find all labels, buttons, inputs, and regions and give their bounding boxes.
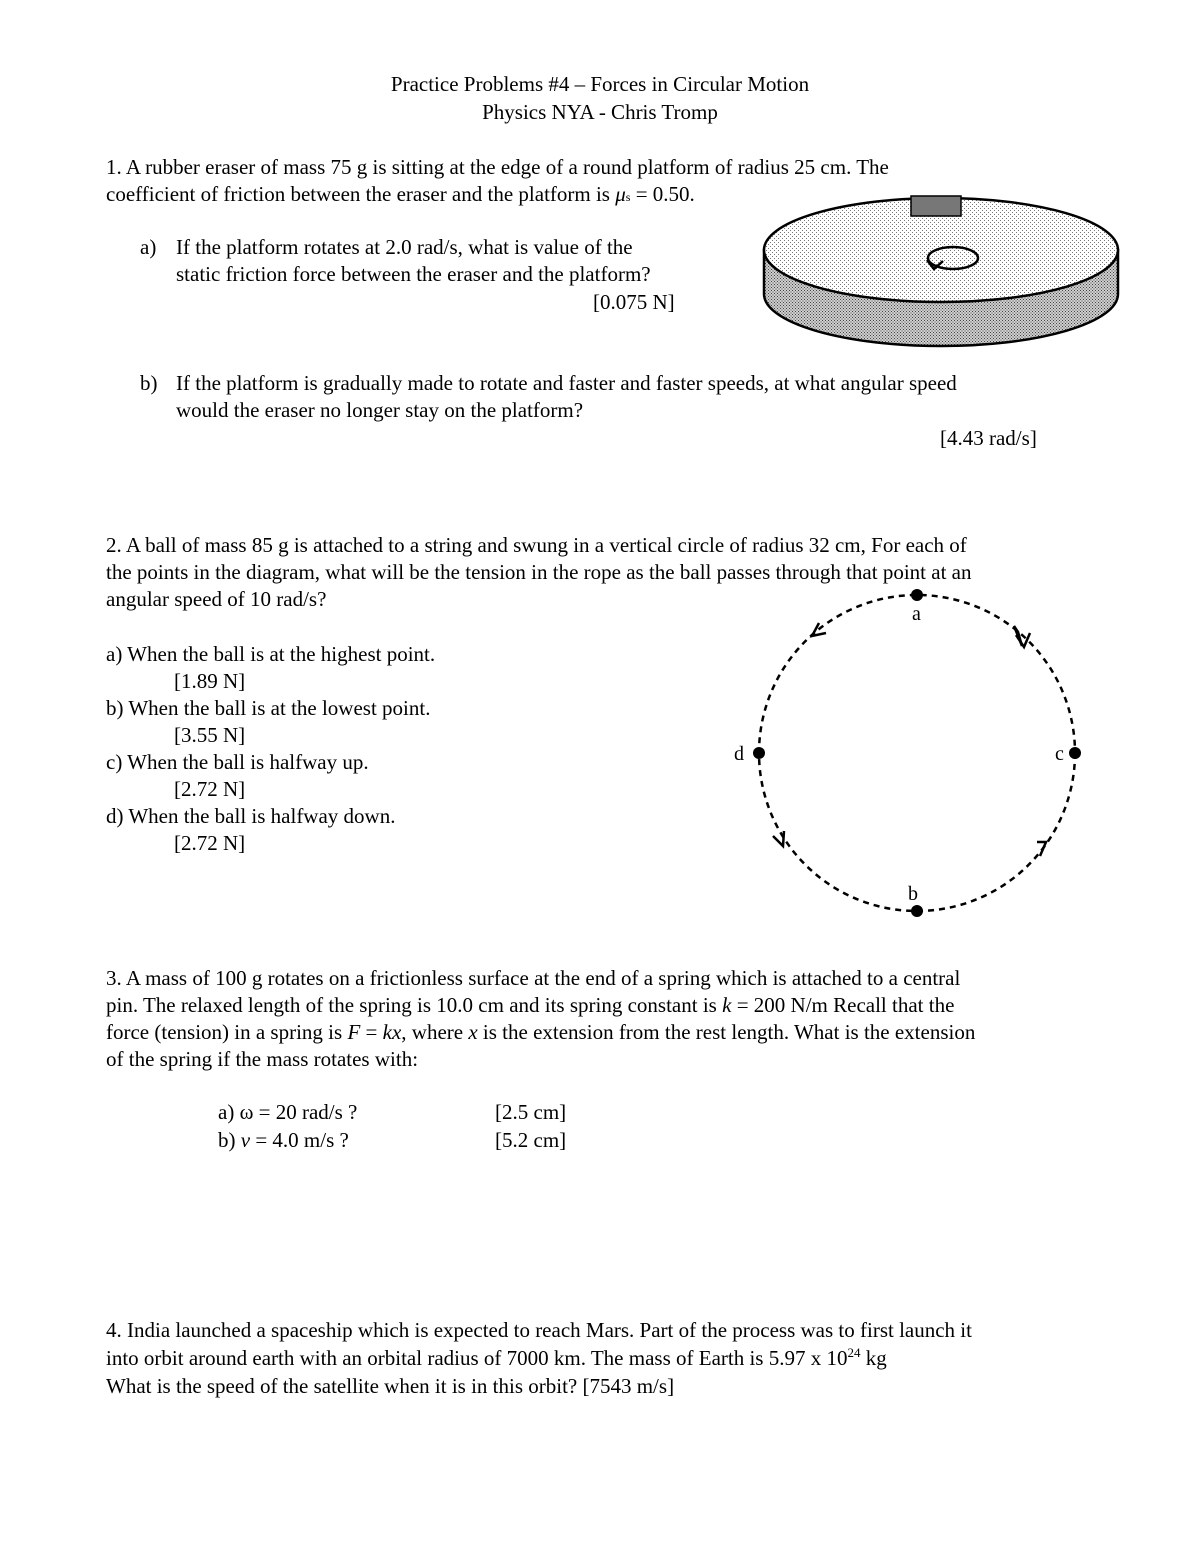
var-kx: kx [382, 1020, 402, 1044]
var-v: v [240, 1128, 251, 1152]
q2a-answer: [1.89 N] [174, 669, 246, 693]
q3b-answer: [5.2 cm] [495, 1128, 567, 1152]
q3b-text [218, 1128, 349, 1152]
q2c-text: c) When the ball is halfway up. [106, 750, 369, 774]
q4-line2-unit: kg [860, 1346, 887, 1370]
exponent: 24 [847, 1345, 861, 1360]
q3-line3 [106, 1020, 975, 1044]
q4-line2 [106, 1346, 887, 1370]
equals-sign: = [360, 1020, 383, 1044]
q1-line2 [106, 182, 695, 206]
q3-line3-mid: , where [401, 1020, 469, 1044]
label-d: d [734, 743, 744, 765]
q3-line1: 3. A mass of 100 g rotates on a frictionless surface at the end of a spring which is attached to a central [106, 966, 961, 990]
q3a-answer: [2.5 cm] [495, 1100, 567, 1124]
q1b-line2: would the eraser no longer stay on the platform? [176, 398, 584, 422]
point-d [753, 747, 765, 759]
q1a-line1: If the platform rotates at 2.0 rad/s, what is value of the [176, 235, 633, 259]
q3-line2-text: pin. The relaxed length of the spring is 10.0 cm and its spring constant is [106, 993, 723, 1017]
q2d-answer: [2.72 N] [174, 831, 246, 855]
q1-line1: 1. A rubber eraser of mass 75 g is sitting at the edge of a round platform of radius 25 cm. The [106, 155, 889, 179]
page-title: Practice Problems #4 – Forces in Circular Motion [390, 72, 810, 96]
page-subtitle: Physics NYA - Chris Tromp [482, 100, 718, 124]
q3-line2 [106, 993, 954, 1017]
q3b-label: b) [218, 1128, 241, 1152]
q3-line3-rest: is the extension from the rest length. What is the extension [477, 1020, 976, 1044]
point-b [911, 905, 923, 917]
q3a-text: a) ω = 20 rad/s ? [218, 1100, 358, 1124]
mu-symbol: μ [615, 182, 626, 206]
q3-line3-text: force (tension) in a spring is [106, 1020, 348, 1044]
var-k: k [722, 993, 732, 1017]
point-a [911, 589, 923, 601]
q3-line2-rest: = 200 N/m Recall that the [731, 993, 955, 1017]
q1a-answer: [0.075 N] [593, 290, 675, 314]
q1b-answer: [4.43 rad/s] [940, 426, 1037, 450]
var-x: x [468, 1020, 478, 1044]
q1b-label: b) [140, 371, 158, 395]
q3b-value: = 4.0 m/s ? [250, 1128, 349, 1152]
label-a: a [912, 603, 921, 625]
q2c-answer: [2.72 N] [174, 777, 246, 801]
q3-line4: of the spring if the mass rotates with: [106, 1047, 419, 1071]
eraser-block [911, 196, 961, 216]
q1b-line1: If the platform is gradually made to rotate and faster and faster speeds, at what angular speed [176, 371, 957, 395]
label-c: c [1055, 743, 1064, 765]
q1-line2-value: = 0.50. [630, 182, 695, 206]
platform-diagram [756, 188, 1126, 353]
circle-path [759, 595, 1075, 911]
var-F: F [347, 1020, 361, 1044]
q2-line3: angular speed of 10 rad/s? [106, 587, 327, 611]
q1a-line2: static friction force between the eraser and the platform? [176, 262, 651, 286]
q2a-text: a) When the ball is at the highest point. [106, 642, 436, 666]
q2-line2: the points in the diagram, what will be the tension in the rope as the ball passes through that point at an [106, 560, 972, 584]
point-c [1069, 747, 1081, 759]
vertical-circle-diagram [720, 580, 1100, 930]
q2b-text: b) When the ball is at the lowest point. [106, 696, 431, 720]
q4-line1: 4. India launched a spaceship which is expected to reach Mars. Part of the process was to first launch it [106, 1318, 972, 1342]
q1a-label: a) [140, 235, 157, 259]
q2-line1: 2. A ball of mass 85 g is attached to a string and swung in a vertical circle of radius 32 cm, For each of [106, 533, 967, 557]
q2b-answer: [3.55 N] [174, 723, 246, 747]
q4-line3: What is the speed of the satellite when it is in this orbit? [7543 m/s] [106, 1374, 675, 1398]
q4-line2-text: into orbit around earth with an orbital radius of 7000 km. The mass of Earth is 5.97 x 10 [106, 1346, 848, 1370]
q1-line2-text: coefficient of friction between the eraser and the platform is [106, 182, 616, 206]
mu-subscript: s [625, 190, 631, 204]
q2d-text: d) When the ball is halfway down. [106, 804, 396, 828]
label-b: b [908, 883, 918, 905]
